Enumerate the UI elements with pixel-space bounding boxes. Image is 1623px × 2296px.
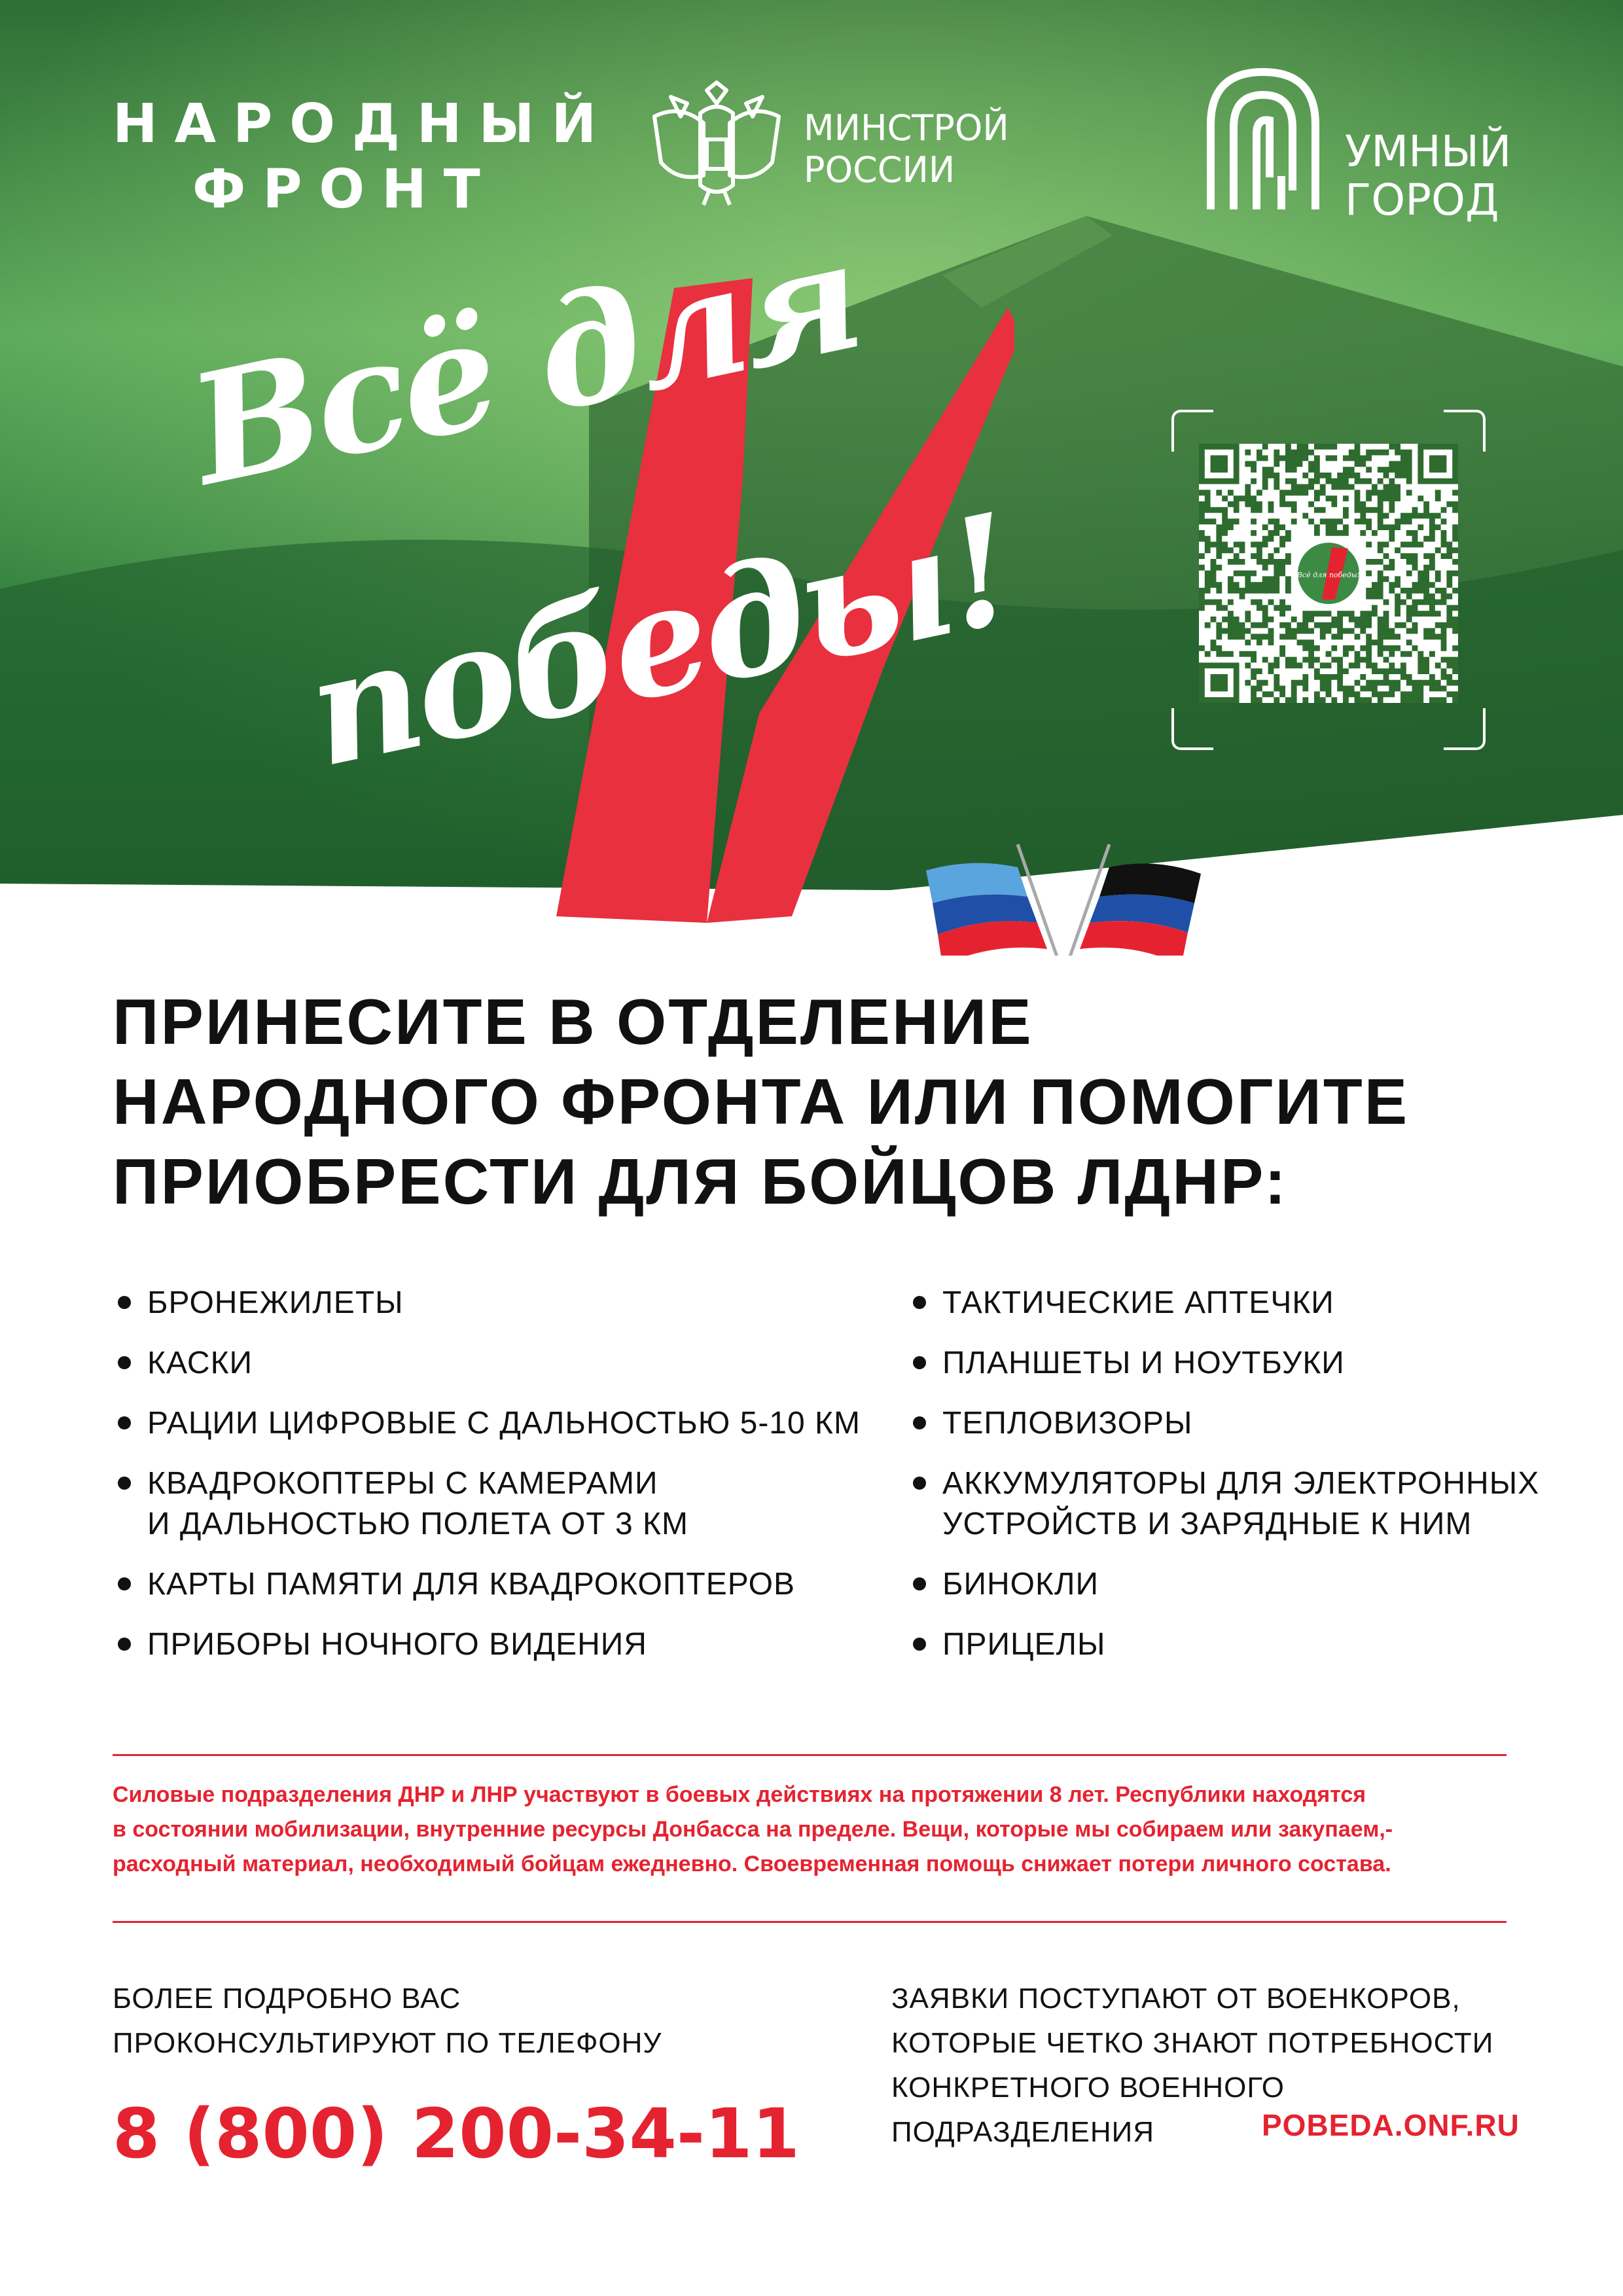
list-item: БИНОКЛИ — [910, 1564, 1564, 1605]
requests-line2: КОТОРЫЕ ЧЕТКО ЗНАЮТ ПОТРЕБНОСТИ — [891, 2027, 1494, 2059]
qr-frame-corner — [1171, 708, 1213, 750]
list-item: АККУМУЛЯТОРЫ ДЛЯ ЭЛЕКТРОННЫХ УСТРОЙСТВ И ЗАРЯДНЫЕ К НИМ — [910, 1463, 1564, 1545]
minstroy-line2: РОССИИ — [804, 149, 955, 190]
double-headed-eagle-emblem-icon — [641, 77, 792, 208]
hero-banner — [0, 0, 1623, 956]
notice-line3: расходный материал, необходимый бойцам ежедневно. Своевременная помощь снижает потери личного состава. — [113, 1852, 1391, 1876]
slogan-line1: Всё для — [177, 206, 873, 520]
list-item: ТЕПЛОВИЗОРЫ — [910, 1403, 1564, 1444]
list-item: ТАКТИЧЕСКИЕ АПТЕЧКИ — [910, 1283, 1564, 1323]
headline-line1: ПРИНЕСИТЕ В ОТДЕЛЕНИЕ — [113, 986, 1033, 1058]
list-item: КАСКИ — [115, 1343, 867, 1384]
minstroy-logo — [641, 77, 1047, 208]
notice-line2: в состоянии мобилизации, внутренние ресурсы Донбасса на пределе. Вещи, которые мы собираем или закупаем,- — [113, 1817, 1393, 1842]
items-list-right — [910, 1283, 1564, 1665]
smart-city-text — [1345, 128, 1511, 224]
notice-line1: Силовые подразделения ДНР и ЛНР участвуют в боевых действиях на протяжении 8 лет. Республики находятся — [113, 1782, 1366, 1807]
qr-frame-corner — [1444, 708, 1486, 750]
slogan-line2: победы! — [294, 480, 1027, 802]
list-item: ПЛАНШЕТЫ И НОУТБУКИ — [910, 1343, 1564, 1384]
divider-top — [113, 1754, 1507, 1756]
qr-finder-square — [1202, 446, 1236, 481]
qr-finder-square — [1421, 446, 1455, 481]
items-list-left — [115, 1283, 867, 1665]
slogan-calligraphy — [98, 206, 1027, 942]
list-item: КАРТЫ ПАМЯТИ ДЛЯ КВАДРОКОПТЕРОВ — [115, 1564, 867, 1605]
consult-text — [113, 1977, 832, 2066]
lpr-flag-icon — [926, 844, 1063, 956]
onf-logo — [113, 92, 614, 223]
phone-number[interactable]: 8 (800) 200-34-11 — [113, 2094, 800, 2174]
onf-logo-line1: НАРОДНЫЙ — [113, 93, 614, 155]
fingerprint-arch-icon — [1204, 65, 1322, 209]
smart-city-line2: ГОРОД — [1345, 175, 1499, 225]
headline-line3: ПРИОБРЕСТИ ДЛЯ БОЙЦОВ ЛДНР: — [113, 1145, 1288, 1217]
headline-line2: НАРОДНОГО ФРОНТА ИЛИ ПОМОГИТЕ — [113, 1066, 1410, 1138]
consult-line1: БОЛЕЕ ПОДРОБНО ВАС — [113, 1982, 461, 2015]
headline — [113, 982, 1552, 1221]
qr-code-pattern — [1199, 444, 1458, 703]
list-item: РАЦИИ ЦИФРОВЫЕ С ДАЛЬНОСТЬЮ 5-10 КМ — [115, 1403, 867, 1444]
qr-code-block[interactable] — [1171, 410, 1486, 750]
qr-center-logo-text: Всё для победы! — [1296, 571, 1361, 579]
requests-line1: ЗАЯВКИ ПОСТУПАЮТ ОТ ВОЕНКОРОВ, — [891, 1982, 1461, 2015]
minstroy-line1: МИНСТРОЙ — [804, 107, 1009, 149]
minstroy-text — [804, 107, 1009, 191]
consult-line2: ПРОКОНСУЛЬТИРУЮТ ПО ТЕЛЕФОНУ — [113, 2027, 662, 2059]
list-item: ПРИЦЕЛЫ — [910, 1624, 1564, 1665]
list-item: КВАДРОКОПТЕРЫ С КАМЕРАМИ И ДАЛЬНОСТЬЮ ПОЛЕТА ОТ 3 КМ — [115, 1463, 867, 1545]
onf-logo-line2: ФРОНТ — [192, 158, 497, 221]
list-item: ПРИБОРЫ НОЧНОГО ВИДЕНИЯ — [115, 1624, 867, 1665]
notice-text — [113, 1778, 1513, 1882]
smart-city-logo — [1204, 65, 1531, 236]
divider-bottom — [113, 1921, 1507, 1923]
qr-finder-square — [1202, 666, 1236, 700]
requests-line3: КОНКРЕТНОГО ВОЕННОГО ПОДРАЗДЕЛЕНИЯ — [891, 2072, 1285, 2148]
smart-city-line1: УМНЫЙ — [1345, 126, 1512, 177]
list-item: БРОНЕЖИЛЕТЫ — [115, 1283, 867, 1323]
dpr-flag-icon — [1063, 844, 1201, 956]
qr-code[interactable] — [1199, 444, 1458, 703]
website-link[interactable]: POBEDA.ONF.RU — [1262, 2108, 1520, 2142]
flags — [913, 838, 1214, 956]
